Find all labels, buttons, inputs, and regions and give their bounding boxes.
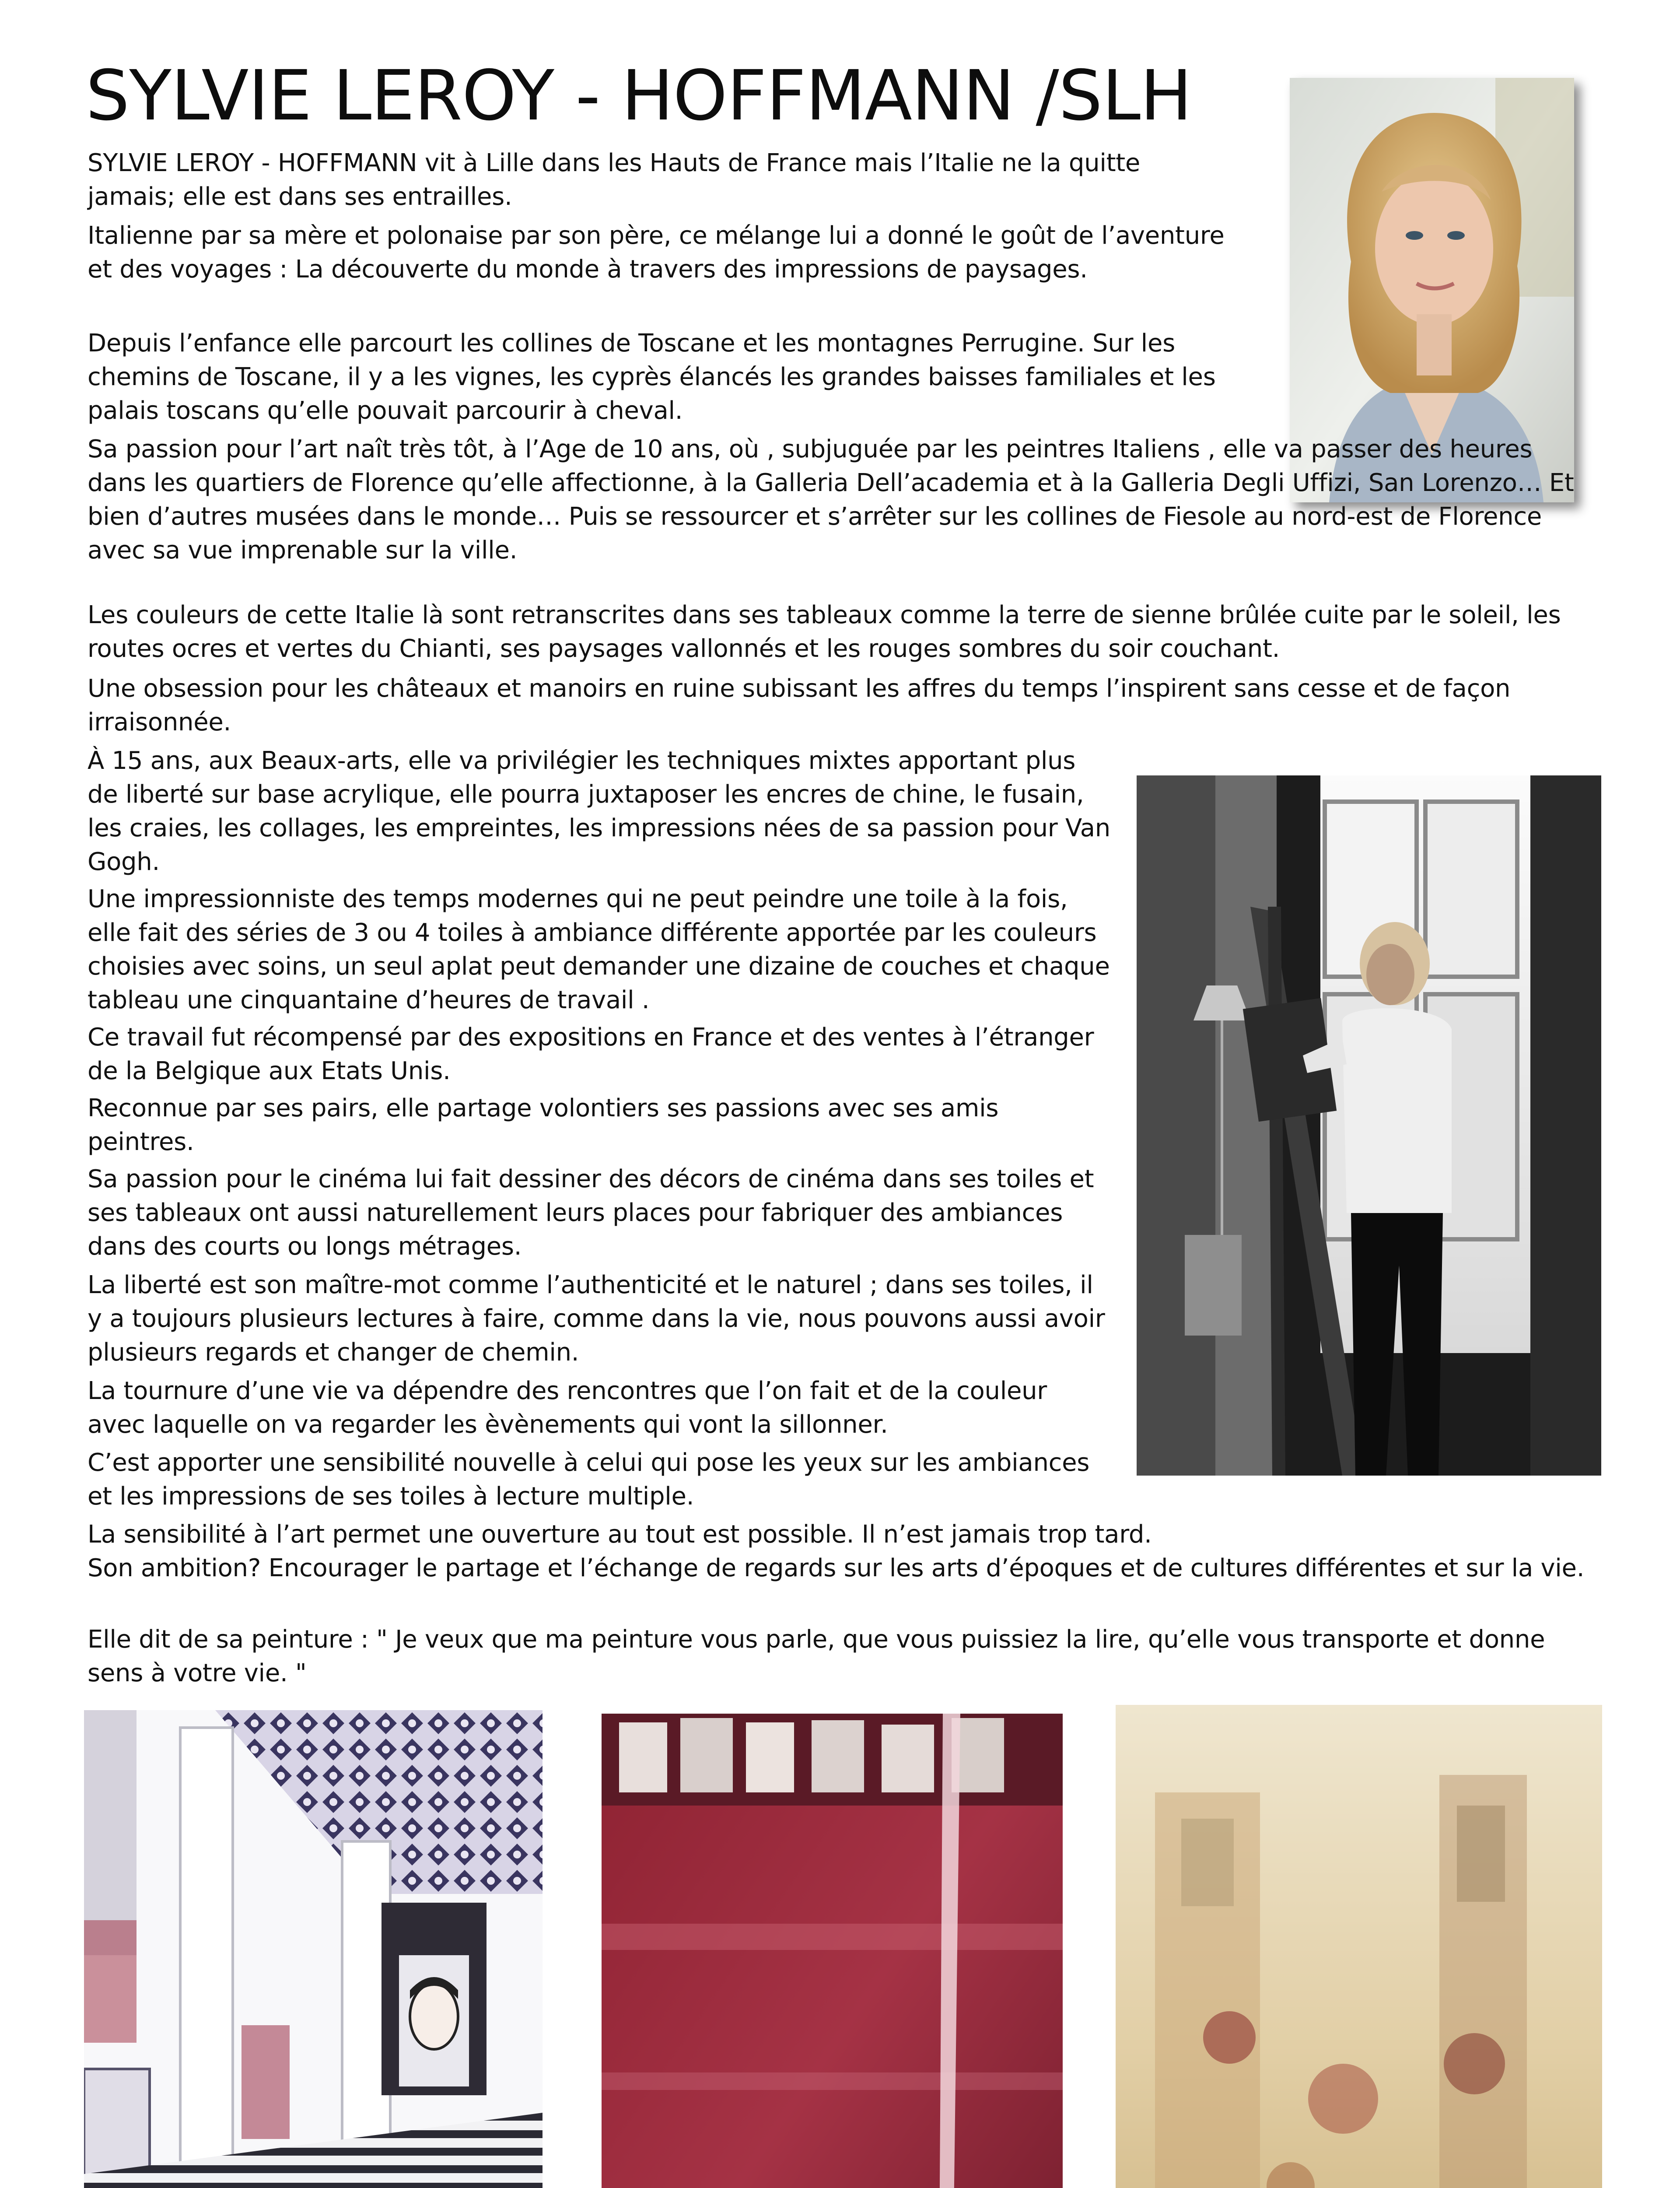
paragraph-colors: Les couleurs de cette Italie là sont retranscrites dans ses tableaux comme la terre de sienne brûlée cuite par le soleil, les routes ocres et vertes du Chianti, ses paysages vallonnés et les rouges sombres du soir couchant. (88, 601, 1561, 663)
paragraph-sensitivity: C’est apporter une sensibilité nouvelle à celui qui pose les yeux sur les ambiances et les impressions de ses toiles à lecture multiple. (88, 1448, 1090, 1511)
paragraph-impressionist: Une impressionniste des temps modernes qui ne peut peindre une toile à la fois, elle fait des séries de 3 ou 4 toiles à ambiance différente apportée par les couleurs choisies avec soins, un seul aplat peut demander une dizaine de couches et chaque tableau une cinquantaine d’heures de travail . (88, 885, 1110, 1014)
paragraph-cinema: Sa passion pour le cinéma lui fait dessiner des décors de cinéma dans ses toiles et ses tableaux ont aussi naturellement leurs places pour fabriquer des ambiances dans des courts ou longs métrages. (88, 1165, 1094, 1261)
artist-at-easel-photo (1137, 775, 1601, 1476)
artwork-comics-rouge (602, 1714, 1063, 2188)
paragraph-freedom: La liberté est son maître-mot comme l’authenticité et le naturel ; dans ses toiles, il y a toujours plusieurs lectures à faire, comme dans la vie, nous pouvons aussi avoir plusieurs regards et changer de chemin. (88, 1271, 1105, 1367)
artwork-architectures-oniriques (84, 1710, 542, 2188)
paragraph-exhibitions: Ce travail fut récompensé par des expositions en France et des ventes à l’étranger de la Belgique aux Etats Unis. (88, 1023, 1094, 1085)
paragraph-obsession: Une obsession pour les châteaux et manoirs en ruine subissant les affres du temps l’inspirent sans cesse et de façon irraisonnée. (88, 674, 1511, 736)
artwork-ocres-italiens (1116, 1705, 1602, 2188)
paragraph-encounters: La tournure d’une vie va dépendre des rencontres que l’on fait et de la couleur avec laquelle on va regarder les èvènements qui vont la sillonner. (88, 1377, 1047, 1439)
paragraph-quote: Elle dit de sa peinture : " Je veux que ma peinture vous parle, que vous puissiez la lire, qu’elle vous transporte et donne sens à votre vie. " (88, 1625, 1545, 1687)
paragraph-never-too-late: La sensibilité à l’art permet une ouverture au tout est possible. Il n’est jamais trop tard. (88, 1520, 1152, 1549)
paragraph-childhood: Depuis l’enfance elle parcourt les collines de Toscane et les montagnes Perrugine. Sur les chemins de Toscane, il y a les vignes, les cyprès élancés les grandes baisses familiales et les palais toscans qu’elle pouvait parcourir à cheval. (88, 329, 1216, 425)
page-title: SYLVIE LEROY - HOFFMANN /SLH (86, 56, 1192, 136)
paragraph-origins: Italienne par sa mère et polonaise par son père, ce mélange lui a donné le goût de l’aventure et des voyages : La découverte du monde à travers des impressions de paysages. (88, 221, 1225, 284)
paragraph-beaux-arts: À 15 ans, aux Beaux-arts, elle va privilégier les techniques mixtes apportant plus de liberté sur base acrylique, elle pourra juxtaposer les encres de chine, le fusain, les craies, les collages, les empreintes, les impressions nées de sa passion pour Van Gogh. (88, 747, 1110, 876)
paragraph-peers: Reconnue par ses pairs, elle partage volontiers ses passions avec ses amis peintres. (88, 1094, 999, 1156)
paragraph-intro: SYLVIE LEROY - HOFFMANN vit à Lille dans les Hauts de France mais l’Italie ne la quitte jamais; elle est dans ses entrailles. (88, 149, 1141, 211)
paragraph-ambition: Son ambition? Encourager le partage et l’échange de regards sur les arts d’époques et de cultures différentes et sur la vie. (88, 1554, 1585, 1582)
paragraph-art-passion: Sa passion pour l’art naît très tôt, à l’Age de 10 ans, où , subjuguée par les peintres Italiens , elle va passer des heures dans les quartiers de Florence qu’elle affectionne, à la Galleria Dell’academia et à la Galleria Degli Uffizi, San Lorenzo… Et bien d’autres musées dans le monde… Puis se ressourcer et s’arrêter sur les collines de Fiesole au nord-est de Florence avec sa vue imprenable sur la ville. (88, 435, 1574, 565)
